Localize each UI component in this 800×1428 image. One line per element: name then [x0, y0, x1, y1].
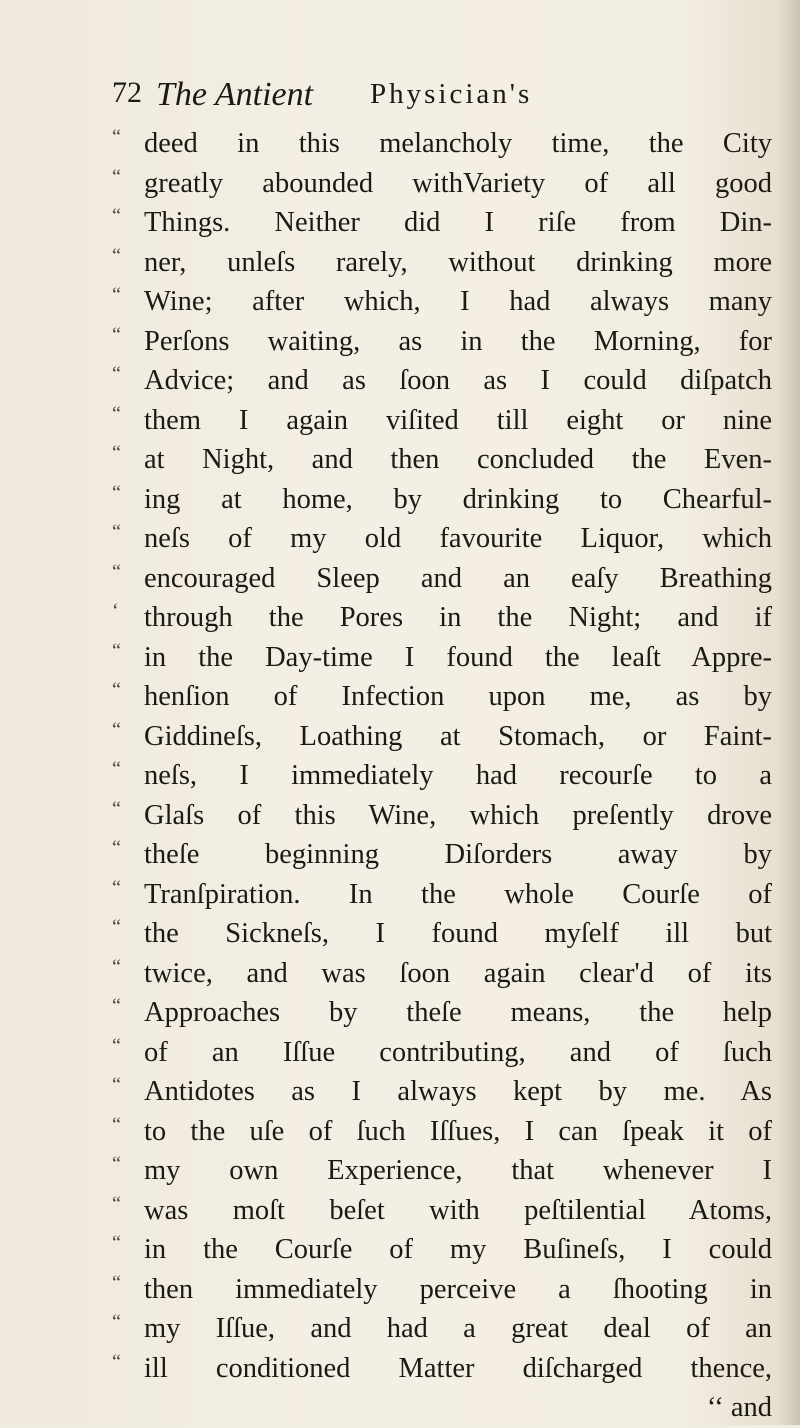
- line-text: then immediately perceive a ſhooting in: [144, 1273, 772, 1305]
- page-edge-shadow: [778, 0, 800, 1425]
- quote-mark: “: [112, 1074, 121, 1096]
- text-line: [112, 796, 772, 836]
- text-line: [112, 1349, 772, 1389]
- page-number: 72: [112, 76, 142, 109]
- quote-mark: “: [112, 521, 121, 543]
- text-line: [112, 993, 772, 1033]
- quote-mark: “: [112, 679, 121, 701]
- line-text: Wine; after which, I had always many: [144, 286, 772, 317]
- quote-mark: “: [112, 718, 121, 741]
- quote-mark: “: [112, 758, 121, 780]
- text-line: [112, 519, 772, 559]
- text-line: [112, 164, 772, 204]
- quote-mark: “: [112, 402, 121, 425]
- line-text: ill conditioned Matter diſcharged thence,: [144, 1352, 772, 1384]
- text-line: [112, 480, 772, 520]
- text-line: [112, 124, 772, 164]
- line-text: Advice; and as ſoon as I could diſpatch: [144, 365, 772, 396]
- quote-mark: “: [112, 955, 121, 978]
- quote-mark: “: [112, 165, 121, 188]
- text-line: [112, 1033, 772, 1073]
- quote-mark: “: [112, 1232, 121, 1254]
- text-line: [112, 717, 772, 757]
- line-text: henſion of Infection upon me, as by: [144, 681, 772, 712]
- quote-mark: “: [112, 560, 121, 583]
- text-line: [112, 1270, 772, 1310]
- text-line: [112, 1191, 772, 1231]
- line-text: in the Day-time I found the leaſt Appre-: [144, 641, 772, 673]
- text-line: [112, 954, 772, 994]
- quote-mark: ‘: [112, 600, 119, 622]
- text-line: [112, 598, 772, 638]
- quote-mark: “: [112, 916, 121, 938]
- text-line: [112, 361, 772, 401]
- quote-mark: “: [112, 363, 121, 385]
- line-text: of an Iſſue contributing, and of ſuch: [144, 1036, 772, 1068]
- quote-mark: “: [112, 284, 121, 306]
- line-text: ing at home, by drinking to Chearful-: [144, 483, 772, 515]
- text-line: [112, 559, 772, 599]
- line-text: them I again viſited till eight or nine: [144, 404, 772, 436]
- line-text: my Iſſue, and had a great deal of an: [144, 1313, 772, 1344]
- text-line: [112, 203, 772, 243]
- catchword-line: [112, 1388, 772, 1428]
- quote-mark: “: [112, 1153, 121, 1175]
- text-line: [112, 1309, 772, 1349]
- line-text: the Sickneſs, I found myſelf ill but: [144, 918, 772, 949]
- text-line: [112, 243, 772, 283]
- line-text: Approaches by theſe means, the help: [144, 997, 772, 1028]
- text-line: [112, 440, 772, 480]
- text-line: [112, 322, 772, 362]
- text-line: [112, 638, 772, 678]
- line-text: at Night, and then concluded the Even-: [144, 444, 772, 475]
- line-text: Giddineſs, Loathing at Stomach, or Faint-: [144, 720, 772, 752]
- text-line: [112, 1112, 772, 1152]
- line-text: in the Courſe of my Buſineſs, I could: [144, 1234, 772, 1265]
- quote-mark: “: [112, 1271, 121, 1294]
- quote-mark: “: [112, 1350, 121, 1373]
- running-title-caps: Physician's: [370, 78, 533, 110]
- quote-mark: “: [112, 797, 121, 820]
- line-text: neſs, I immediately had recourſe to a: [144, 760, 772, 791]
- line-text: Perſons waiting, as in the Morning, for: [144, 325, 772, 357]
- catchword: ‘‘ and: [706, 1392, 772, 1423]
- line-text: ner, unleſs rarely, without drinking more: [144, 246, 772, 278]
- quote-mark: “: [112, 639, 121, 662]
- text-line: [112, 677, 772, 717]
- text-line: [112, 401, 772, 441]
- line-text: my own Experience, that whenever I: [144, 1155, 772, 1186]
- quote-mark: “: [112, 1113, 121, 1136]
- text-line: [112, 875, 772, 915]
- quote-mark: “: [112, 126, 121, 148]
- text-line: [112, 282, 772, 322]
- text-line: [112, 1072, 772, 1112]
- line-text: theſe beginning Diſorders away by: [144, 839, 772, 870]
- line-text: to the uſe of ſuch Iſſues, I can ſpeak it of: [144, 1115, 772, 1147]
- quote-mark: “: [112, 244, 121, 267]
- line-text: was moſt beſet with peſtilential Atoms,: [144, 1194, 772, 1226]
- quote-mark: “: [112, 1311, 121, 1333]
- quote-mark: “: [112, 995, 121, 1017]
- quote-mark: “: [112, 442, 121, 464]
- quote-mark: “: [112, 481, 121, 504]
- body-text: [112, 124, 772, 1428]
- line-text: deed in this melancholy time, the City: [144, 128, 772, 159]
- quote-mark: “: [112, 205, 121, 227]
- line-text: through the Pores in the Night; and if: [144, 602, 772, 633]
- line-text: Antidotes as I always kept by me. As: [144, 1076, 772, 1107]
- line-text: Glaſs of this Wine, which preſently drove: [144, 799, 772, 831]
- text-line: [112, 756, 772, 796]
- quote-mark: “: [112, 1034, 121, 1057]
- text-line: [112, 835, 772, 875]
- text-line: [112, 1151, 772, 1191]
- running-header: [112, 76, 752, 126]
- text-line: [112, 1230, 772, 1270]
- line-text: encouraged Sleep and an eaſy Breathing: [144, 562, 772, 594]
- line-text: Tranſpiration. In the whole Courſe of: [144, 878, 772, 910]
- quote-mark: “: [112, 1192, 121, 1215]
- line-text: greatly abounded withVariety of all good: [144, 167, 772, 199]
- quote-mark: “: [112, 837, 121, 859]
- line-text: neſs of my old favourite Liquor, which: [144, 523, 772, 554]
- text-line: [112, 914, 772, 954]
- quote-mark: “: [112, 876, 121, 899]
- line-text: Things. Neither did I riſe from Din-: [144, 207, 772, 238]
- quote-mark: “: [112, 323, 121, 346]
- line-text: twice, and was ſoon again clear'd of its: [144, 957, 772, 989]
- running-title-italic: The Antient: [156, 76, 314, 113]
